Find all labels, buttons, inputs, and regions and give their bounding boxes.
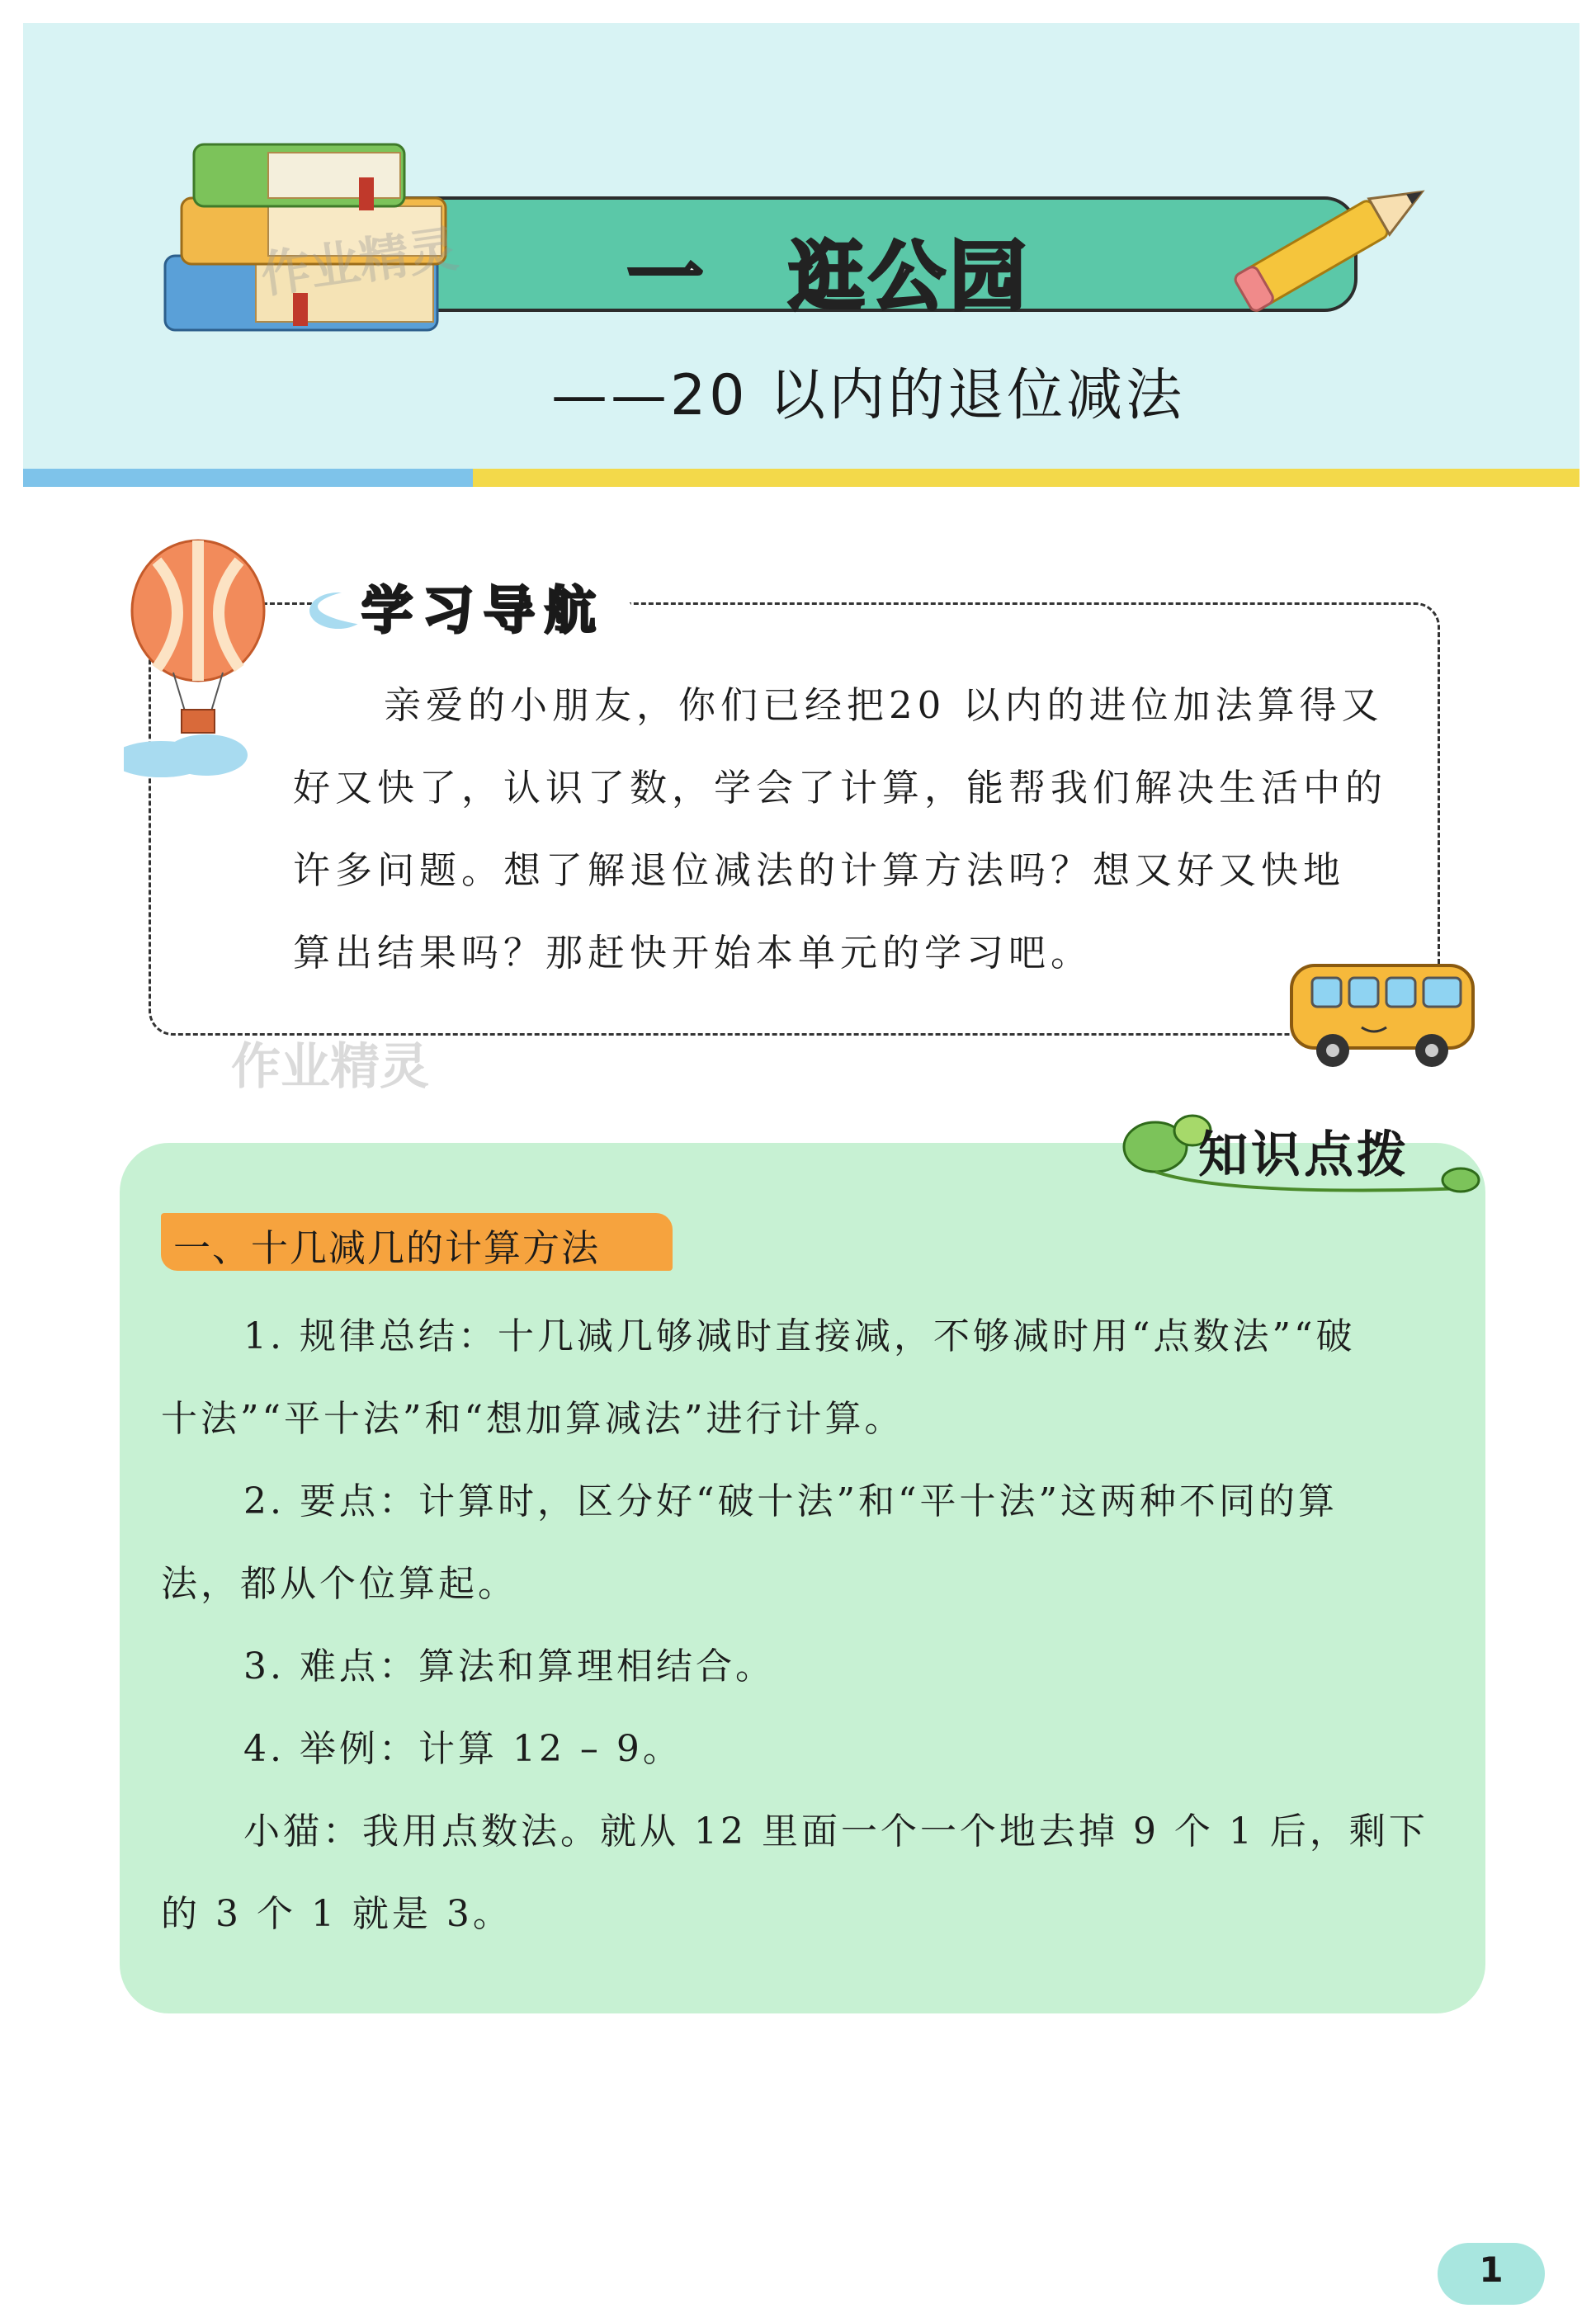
guide-heading: 学习导航 — [361, 580, 607, 640]
hot-air-balloon-icon — [124, 536, 272, 784]
banner-stripe-yellow — [473, 469, 1579, 487]
knowledge-line: 4. 举例：计算 12 – 9。 — [243, 1728, 682, 1770]
section-label: 一、十几减几的计算方法 — [173, 1226, 601, 1270]
guide-line: 好又快了，认识了数，学会了计算，能帮我们解决生活中的 — [293, 766, 1388, 810]
knowledge-line: 1. 规律总结：十几减几够减时直接减，不够减时用“点数法”“破 — [243, 1315, 1356, 1357]
guide-paragraph — [293, 664, 1399, 994]
knowledge-line: 小猫：我用点数法。就从 12 里面一个一个地去掉 9 个 1 后，剩下 — [243, 1810, 1428, 1853]
knowledge-badge: 知识点拨 — [1198, 1126, 1409, 1184]
knowledge-line: 十法”“平十法”和“想加算减法”进行计算。 — [161, 1398, 904, 1440]
knowledge-content — [161, 1296, 1457, 1956]
unit-title: 逛公园 — [788, 233, 1032, 321]
knowledge-line: 的 3 个 1 就是 3。 — [161, 1893, 512, 1935]
unit-number: 一 — [627, 233, 704, 321]
pencil-icon — [1213, 169, 1452, 318]
guide-line: 算出结果吗？那赶快开始本单元的学习吧。 — [293, 931, 1093, 975]
page-number: 1 — [1479, 2249, 1504, 2290]
knowledge-line: 3. 难点：算法和算理相结合。 — [243, 1645, 775, 1688]
watermark: 作业精灵 — [257, 219, 462, 305]
guide-line: 许多问题。想了解退位减法的计算方法吗？想又好又快地 — [293, 848, 1346, 892]
knowledge-line: 2. 要点：计算时，区分好“破十法”和“平十法”这两种不同的算 — [243, 1480, 1338, 1522]
school-bus-icon — [1283, 953, 1481, 1077]
knowledge-line: 法，都从个位算起。 — [161, 1563, 517, 1605]
banner-stripe-blue — [23, 469, 473, 487]
unit-subtitle: ——20 以内的退位减法 — [551, 363, 1186, 428]
watermark: 作业精灵 — [231, 1038, 429, 1096]
guide-line: 亲爱的小朋友，你们已经把20 以内的进位加法算得又 — [384, 683, 1384, 727]
